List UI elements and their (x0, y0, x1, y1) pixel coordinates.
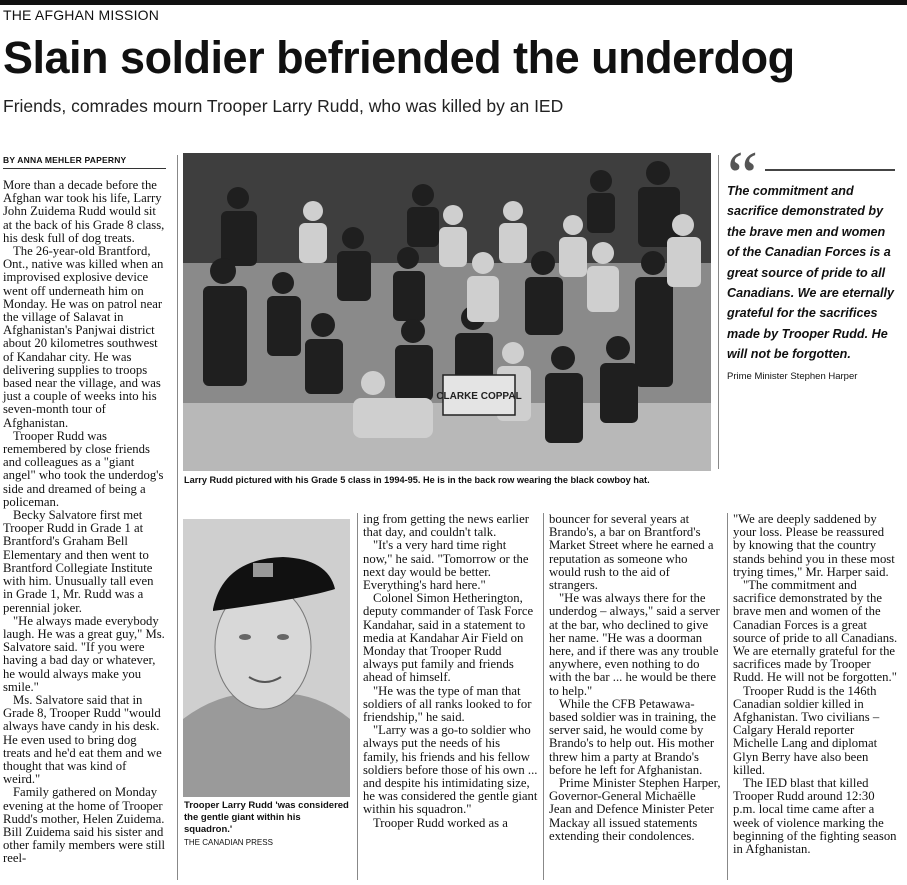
paragraph: While the CFB Petawawa-based soldier was in training, the server said, he would come by Brando's to help out. His mother threw him a party at Brando's before he left for Afghanistan. (549, 696, 717, 777)
paragraph: "He always made everybody laugh. He was a great guy," Ms. Salvatore said. "If you were having a bad day or whatever, he would always make you smile." (3, 613, 165, 694)
paragraph: Trooper Rudd was remembered by close friends and colleagues as a "giant angel" who took the underdog's side and dreamed of being a policeman. (3, 428, 164, 509)
paragraph: bouncer for several years at Brando's, a bar on Brantford's Market Street where he earned a reputation as someone who would rush to the aid of strangers. (549, 512, 714, 593)
deck: Friends, comrades mourn Trooper Larry Rudd, who was killed by an IED (3, 96, 564, 116)
paragraph: ing from getting the news earlier that day, and couldn't talk. (363, 512, 529, 540)
paragraph: Family gathered on Monday evening at the home of Trooper Rudd's mother, Helen Zuidema. Bill Zuidema said his sister and other family members were still reel- (3, 785, 166, 866)
class-photo-image (183, 153, 711, 471)
top-rule (0, 0, 907, 5)
article-column-1 (3, 179, 166, 866)
column-divider (357, 513, 358, 880)
portrait-caption-text: Trooper Larry Rudd 'was considered the gentle giant within his squadron.' (184, 800, 349, 835)
byline: BY ANNA MEHLER PAPERNY (3, 155, 166, 169)
article-column-2 (363, 513, 538, 830)
paragraph: Trooper Rudd is the 146th Canadian soldier killed in Afghanistan. Two civilians – Calgary Herald reporter Michelle Lang and diplomat Glyn Berry have also been killed. (733, 683, 880, 777)
paragraph: Becky Salvatore first met Trooper Rudd in Grade 1 at Brantford's Graham Bell Elementary and then went to Brantford Collegiate Institute with him. Unusually tall even in Grade 1, Mr. Rudd was a perennial joker. (3, 508, 154, 615)
pull-quote-attribution: Prime Minister Stephen Harper (727, 370, 858, 382)
pull-quote-text: The commitment and sacrifice demonstrated by the brave men and women of the Canadian Forces is a great source of pride to all Canadians. We are eternally grateful for the sacrifices made by Trooper Rudd. He will not be forgotten. (727, 184, 895, 362)
paragraph: "He was always there for the underdog – always," said a server at the bar, who declined to give her name. "He was a doorman here, and if there was any trouble anywhere, even nothing to do with the bar ... he would be there to help." (549, 591, 720, 698)
paragraph: Prime Minister Stephen Harper, Governor-General Michaëlle Jean and Defence Minister Peter Mackay all issued statements extending their condolences. (549, 776, 721, 843)
article-column-4 (733, 513, 898, 856)
paragraph: Trooper Rudd worked as a (373, 815, 508, 830)
paragraph: Ms. Salvatore said that in Grade 8, Trooper Rudd "would always have candy in his desk. He even used to bring dog treats and he'd eat them and we thought that was kind of weird." (3, 692, 162, 787)
paragraph: "The commitment and sacrifice demonstrated by the brave men and women of the Canadian Forces is a great source of pride to all Canadians. We are eternally grateful for the sacrifices made by Trooper Rudd. He will not be forgotten." (733, 578, 898, 685)
column-divider (718, 155, 719, 469)
photo-credit: THE CANADIAN PRESS (184, 838, 273, 847)
portrait-caption (184, 800, 350, 849)
paragraph: The IED blast that killed Trooper Rudd around 12:30 p.m. local time came after a week of violence marking the beginning of the fighting season in Afghanistan. (733, 776, 897, 857)
headline: Slain soldier befriended the underdog (3, 32, 795, 83)
paragraph: "It's a very hard time right now," he said. "Tomorrow or the next day would be better. Everything's hard here." (363, 538, 529, 593)
paragraph: The 26-year-old Brantford, Ont., native was killed when an improvised explosive device went off underneath him on Monday. He was on patrol near the village of Salavat in Afghanistan's Panjwai district about 20 kilometres southwest of Kandahar city. He was delivering supplies to troops based near the village, and was just a couple of weeks into his seven-month tour of Afghanistan. (3, 244, 164, 430)
article-column-3 (549, 513, 721, 843)
paragraph: "He was the type of man that soldiers of all ranks looked to for friendship," he said. (363, 683, 532, 725)
paragraph: "Larry was a go-to soldier who always put the needs of his family, his friends and his fellow soldiers before those of his own ... and despite his intimidating size, he was considered the gentle giant within his squadron." (363, 723, 538, 817)
column-divider (727, 513, 728, 880)
paragraph: Colonel Simon Hetherington, deputy commander of Task Force Kandahar, said in a statement to media at Kandahar Air Field on Monday that Trooper Rudd always put family and friends ahead of himself. (363, 591, 534, 685)
pull-quote (727, 138, 895, 382)
pull-quote-rule (765, 169, 895, 171)
class-photo-caption: Larry Rudd pictured with his Grade 5 class in 1994-95. He is in the back row wearing the black cowboy hat. (184, 475, 650, 485)
quote-mark-icon: “ (727, 138, 759, 215)
paragraph: "We are deeply saddened by your loss. Please be reassured by knowing that the country stands behind you in these most trying times," Mr. Harper said. (733, 512, 895, 579)
sign-text: CLARKE COPPAL (436, 391, 522, 402)
column-divider (543, 513, 544, 880)
class-photo (183, 153, 711, 471)
section-label: THE AFGHAN MISSION (3, 7, 160, 23)
portrait-photo (183, 519, 350, 797)
portrait-image (183, 519, 350, 797)
column-divider (177, 155, 178, 880)
paragraph: More than a decade before the Afghan war took his life, Larry John Zuidema Rudd would sit at the back of his Grade 8 class, his desk full of dog treats. (3, 178, 165, 245)
